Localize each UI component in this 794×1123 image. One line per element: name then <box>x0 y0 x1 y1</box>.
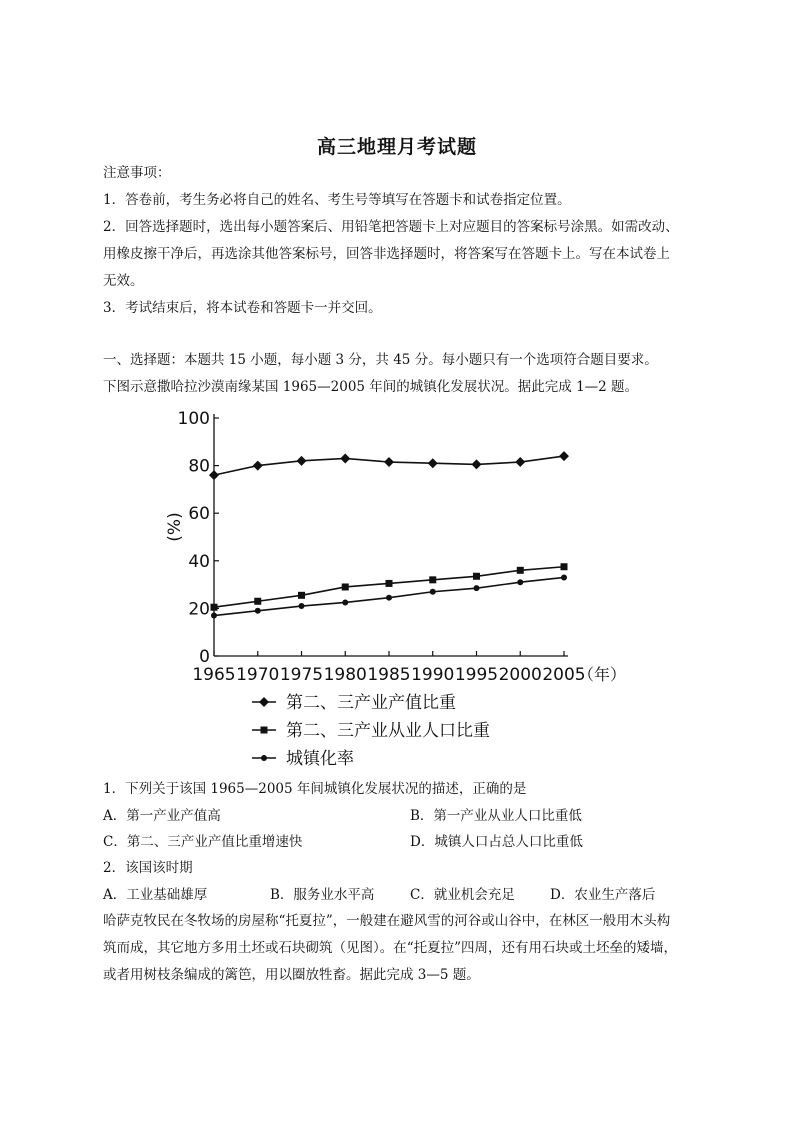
y-tick-label: 0 <box>199 647 210 667</box>
legend-item-2 <box>252 721 490 741</box>
data-point <box>299 603 305 609</box>
data-point <box>386 580 393 587</box>
x-tick-label: 1985 <box>367 665 411 685</box>
y-tick-label: 40 <box>188 551 210 572</box>
x-tick-label: 1970 <box>236 665 280 685</box>
chart-axes <box>165 409 626 685</box>
data-point <box>517 567 524 574</box>
data-point <box>255 608 261 614</box>
data-point <box>429 576 436 583</box>
data-point <box>561 563 568 570</box>
x-tick-label: 2000 <box>498 665 542 685</box>
x-tick-label: 1980 <box>323 665 367 685</box>
data-point <box>517 579 523 585</box>
x-axis-label: （年） <box>578 665 627 684</box>
question-1: 1．下列关于该国 1965—2005 年间城镇化发展状况的描述，正确的是 <box>103 781 527 797</box>
data-point <box>430 589 436 595</box>
legend-item-1 <box>252 693 456 713</box>
q2-option-a[interactable]: A．工业基础雄厚 <box>103 887 208 903</box>
q2-option-d[interactable]: D．农业生产落后 <box>550 887 656 903</box>
legend-item-3 <box>252 749 354 769</box>
data-point <box>340 453 350 463</box>
series-1 <box>209 451 569 480</box>
x-tick-label: 1965 <box>192 665 236 685</box>
legend-label: 第二、三产业产值比重 <box>286 693 456 713</box>
notice-item-3: 3．考试结束后，将本试卷和答题卡一并交回。 <box>103 300 382 316</box>
q1-option-d[interactable]: D．城镇人口占总人口比重低 <box>410 834 583 850</box>
chart-series <box>209 451 569 618</box>
passage-line-2: 筑而成，其它地方多用土坯或石块砌筑（见图）。在“托夏拉”四周，还有用石块或土坯垒的矮墙， <box>103 940 678 956</box>
question-2: 2．该国该时期 <box>103 860 193 876</box>
x-tick-label: 2005 <box>542 665 586 685</box>
x-tick-label: 1990 <box>411 665 455 685</box>
data-point <box>384 457 394 467</box>
legend-marker <box>261 755 267 761</box>
legend-marker <box>259 697 269 707</box>
y-tick-label: 100 <box>177 409 210 429</box>
data-point <box>561 574 567 580</box>
q1-option-b[interactable]: B．第一产业从业人口比重低 <box>410 808 582 824</box>
y-tick-label: 60 <box>188 504 210 525</box>
data-point <box>559 451 569 461</box>
data-point <box>298 592 305 599</box>
y-tick-label: 20 <box>188 599 210 620</box>
notice-item-1: 1．答卷前，考生务必将自己的姓名、考生号等填写在答题卡和试卷指定位置。 <box>103 192 571 208</box>
data-point <box>474 585 480 591</box>
series-2 <box>211 563 568 610</box>
q2-option-c[interactable]: C．就业机会充足 <box>410 887 515 903</box>
q1-option-a[interactable]: A．第一产业产值高 <box>103 808 221 824</box>
legend-marker <box>261 727 268 734</box>
y-axis-label: (%) <box>165 512 185 542</box>
data-point <box>253 461 263 471</box>
x-tick-label: 1995 <box>454 665 499 685</box>
chart-intro: 下图示意撒哈拉沙漠南缘某国 1965—2005 年间的城镇化发展状况。据此完成 1—2 题。 <box>103 379 639 395</box>
passage-line-1: 哈萨克牧民在冬牧场的房屋称“托夏拉”，一般建在避风雪的河谷或山谷中，在林区一般用木头构 <box>103 913 671 929</box>
q1-option-c[interactable]: C．第二、三产业产值比重增速快 <box>103 834 303 850</box>
data-point <box>342 583 349 590</box>
data-point <box>428 458 438 468</box>
y-tick-label: 80 <box>188 456 210 477</box>
urbanization-chart <box>150 400 650 780</box>
notice-item-2b: 用橡皮擦干净后，再选涂其他答案标号，回答非选择题时，将答案写在答题卡上。写在本试卷上 <box>103 246 670 262</box>
data-point <box>342 599 348 605</box>
data-point <box>254 598 261 605</box>
q2-option-b[interactable]: B．服务业水平高 <box>270 887 375 903</box>
notice-item-2a: 2．回答选择题时，选出每小题答案后、用铅笔把答题卡上对应题目的答案标号涂黑。如需改动、 <box>103 219 679 235</box>
legend-label: 第二、三产业从业人口比重 <box>286 721 490 741</box>
data-point <box>211 604 218 611</box>
series-line <box>214 567 564 607</box>
x-tick-label: 1975 <box>279 665 324 685</box>
data-point <box>297 456 307 466</box>
data-point <box>515 457 525 467</box>
notice-item-2c: 无效。 <box>103 273 144 289</box>
chart-legend <box>252 693 490 769</box>
data-point <box>386 595 392 601</box>
data-point <box>473 573 480 580</box>
data-point <box>211 613 217 619</box>
legend-label: 城镇化率 <box>286 749 354 769</box>
notice-header: 注意事项： <box>103 165 171 181</box>
section-heading: 一、选择题：本题共 15 小题，每小题 3 分，共 45 分。每小题只有一个选项符合题目要求。 <box>103 352 658 368</box>
data-point <box>209 470 219 480</box>
page-title: 高三地理月考试题 <box>316 136 477 158</box>
passage-line-3: 或者用树枝条编成的篱笆，用以圈放牲畜。据此完成 3—5 题。 <box>103 967 480 983</box>
data-point <box>472 459 482 469</box>
